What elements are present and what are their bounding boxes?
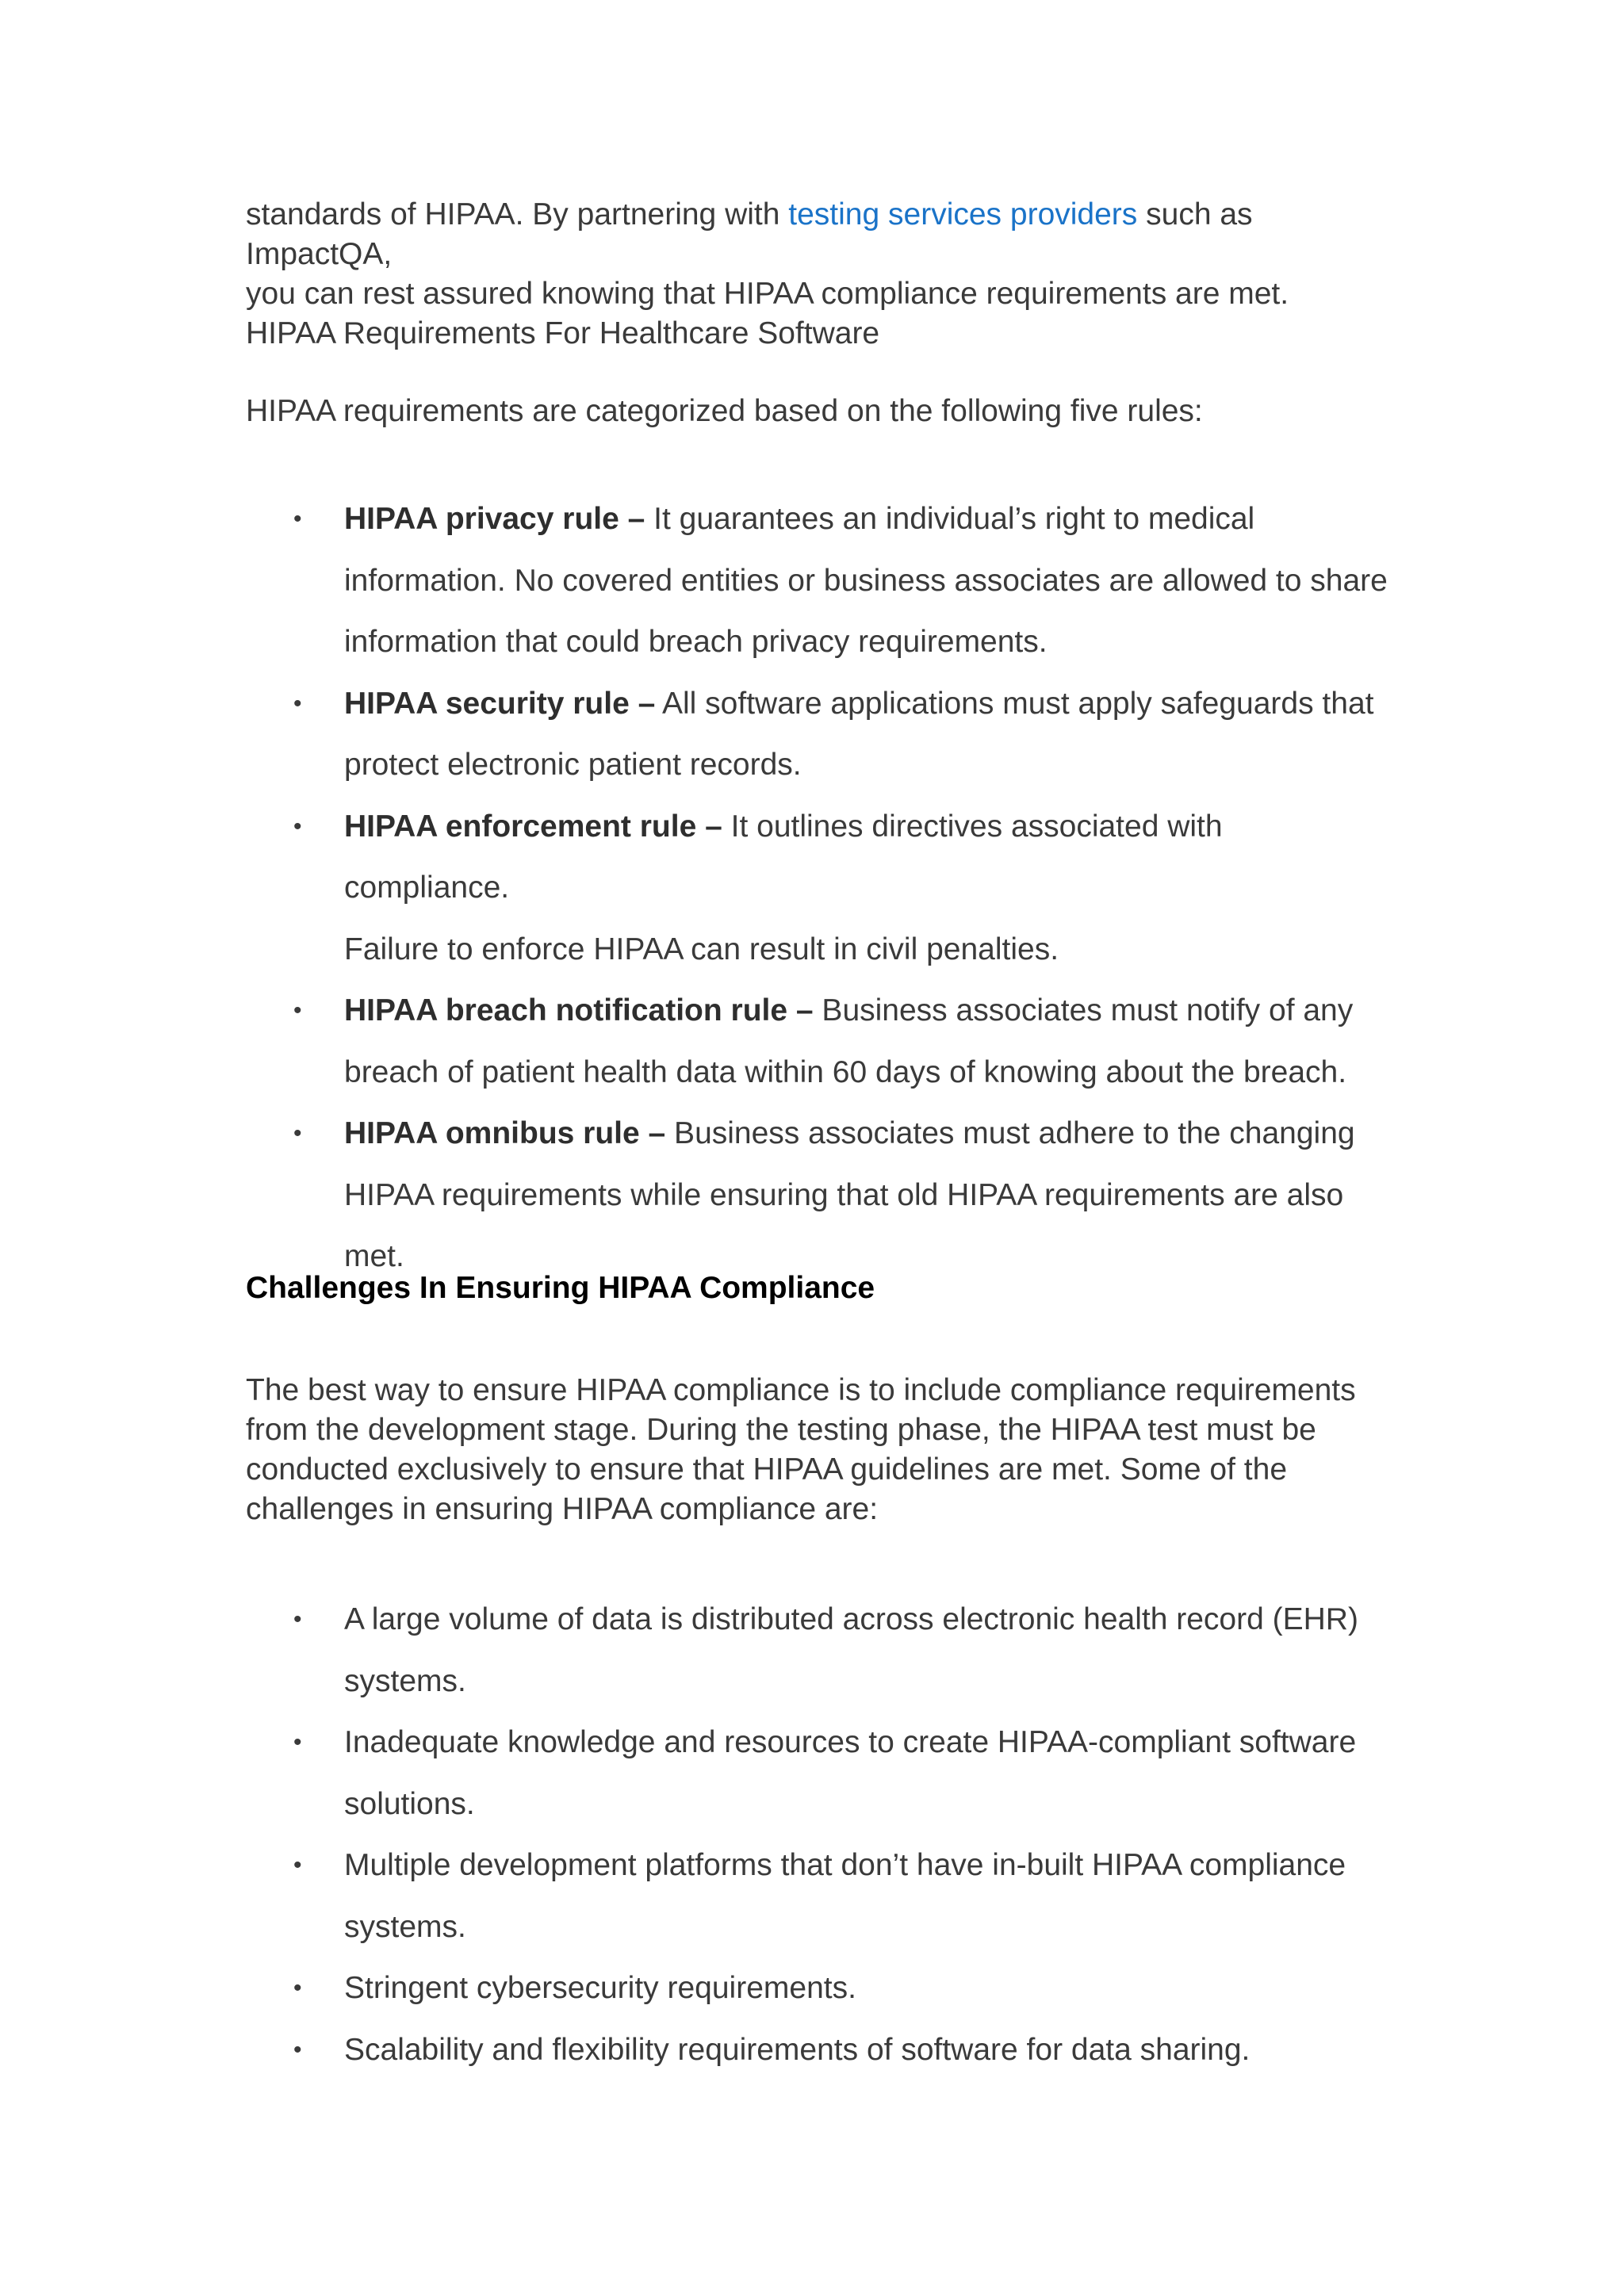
rule-line: information that could breach privacy requirements.: [344, 625, 1048, 659]
intro-text-before-link: standards of HIPAA. By partnering with: [246, 197, 789, 232]
rule-title: HIPAA breach notification rule –: [344, 993, 814, 1027]
challenge-line: systems.: [344, 1909, 466, 1944]
rule-text: All software applications must apply safeguards that: [655, 686, 1374, 721]
challenge-line: Stringent cybersecurity requirements.: [344, 1971, 856, 2005]
rule-line: [344, 673, 1388, 735]
bullet-icon: •: [293, 2036, 302, 2063]
intro-line-2: you can rest assured knowing that HIPAA compliance requirements are met.: [246, 277, 1289, 311]
bullet-icon: •: [293, 813, 302, 840]
intro-line-1: [246, 195, 1388, 274]
rule-text: Business associates must notify of any: [813, 993, 1354, 1027]
rule-line: [344, 796, 1388, 919]
challenge-line: Inadequate knowledge and resources to create HIPAA-compliant software: [344, 1725, 1357, 1759]
rule-title: HIPAA privacy rule –: [344, 502, 645, 536]
rule-item-privacy: [246, 488, 1388, 673]
rule-title: HIPAA security rule –: [344, 686, 656, 721]
challenges-paragraph: [246, 1371, 1388, 1529]
rule-line: [344, 1103, 1388, 1165]
paragraph-line: from the development stage. During the testing phase, the HIPAA test must be: [246, 1413, 1316, 1447]
rule-line: HIPAA requirements while ensuring that old HIPAA requirements are also: [344, 1177, 1344, 1212]
bullet-icon: •: [293, 997, 302, 1024]
challenge-line: A large volume of data is distributed across electronic health record (EHR): [344, 1602, 1358, 1636]
bullet-icon: •: [293, 506, 302, 532]
rule-title: HIPAA enforcement rule –: [344, 809, 722, 844]
paragraph-line: The best way to ensure HIPAA compliance is to include compliance requirements: [246, 1373, 1356, 1407]
paragraph-line: challenges in ensuring HIPAA compliance are:: [246, 1492, 879, 1526]
testing-services-providers-link[interactable]: testing services providers: [788, 197, 1138, 232]
challenges-heading: Challenges In Ensuring HIPAA Compliance: [246, 1271, 875, 1305]
rule-line: met.: [344, 1239, 404, 1273]
paragraph-line: conducted exclusively to ensure that HIPAA guidelines are met. Some of the: [246, 1452, 1288, 1487]
rule-line: Failure to enforce HIPAA can result in civil penalties.: [344, 932, 1059, 966]
challenges-list: [246, 1589, 1388, 2080]
rule-item-omnibus: [246, 1103, 1388, 1288]
rule-title: HIPAA omnibus rule –: [344, 1116, 666, 1150]
bullet-icon: •: [293, 1975, 302, 2001]
document-page: [246, 195, 1388, 2067]
requirements-heading: HIPAA Requirements For Healthcare Software: [246, 316, 880, 350]
challenge-line: Multiple development platforms that don’t have in-built HIPAA compliance: [344, 1848, 1346, 1882]
requirements-intro: HIPAA requirements are categorized based on the following five rules:: [246, 394, 1203, 428]
rule-line: [344, 980, 1388, 1042]
rule-line: breach of patient health data within 60 days of knowing about the breach.: [344, 1054, 1347, 1089]
bullet-icon: •: [293, 1729, 302, 1755]
challenge-item: [246, 2019, 1388, 2081]
rule-text: Business associates must adhere to the changing: [665, 1116, 1355, 1150]
rule-item-breach-notification: [246, 980, 1388, 1103]
challenge-item: [246, 1957, 1388, 2019]
bullet-icon: •: [293, 690, 302, 717]
challenge-line: Scalability and flexibility requirements of software for data sharing.: [344, 2032, 1251, 2067]
intro-text-after-link: such as ImpactQA,: [246, 197, 1253, 271]
challenge-line: systems.: [344, 1663, 466, 1698]
bullet-icon: •: [293, 1120, 302, 1146]
rule-item-enforcement: [246, 796, 1388, 981]
challenge-item: [246, 1589, 1388, 1712]
bullet-icon: •: [293, 1606, 302, 1632]
rule-line: protect electronic patient records.: [344, 748, 802, 782]
bullet-icon: •: [293, 1852, 302, 1878]
challenge-item: [246, 1835, 1388, 1957]
challenge-line: solutions.: [344, 1786, 475, 1821]
rule-text: It outlines directives associated with compliance.: [344, 809, 1223, 905]
intro-paragraph: [246, 195, 1388, 314]
rule-line: [344, 488, 1388, 550]
rule-item-security: [246, 673, 1388, 796]
challenge-item: [246, 1712, 1388, 1835]
rule-line: information. No covered entities or business associates are allowed to share: [344, 563, 1388, 598]
rule-text: It guarantees an individual’s right to medical: [645, 502, 1255, 536]
rules-list: [246, 488, 1388, 1288]
